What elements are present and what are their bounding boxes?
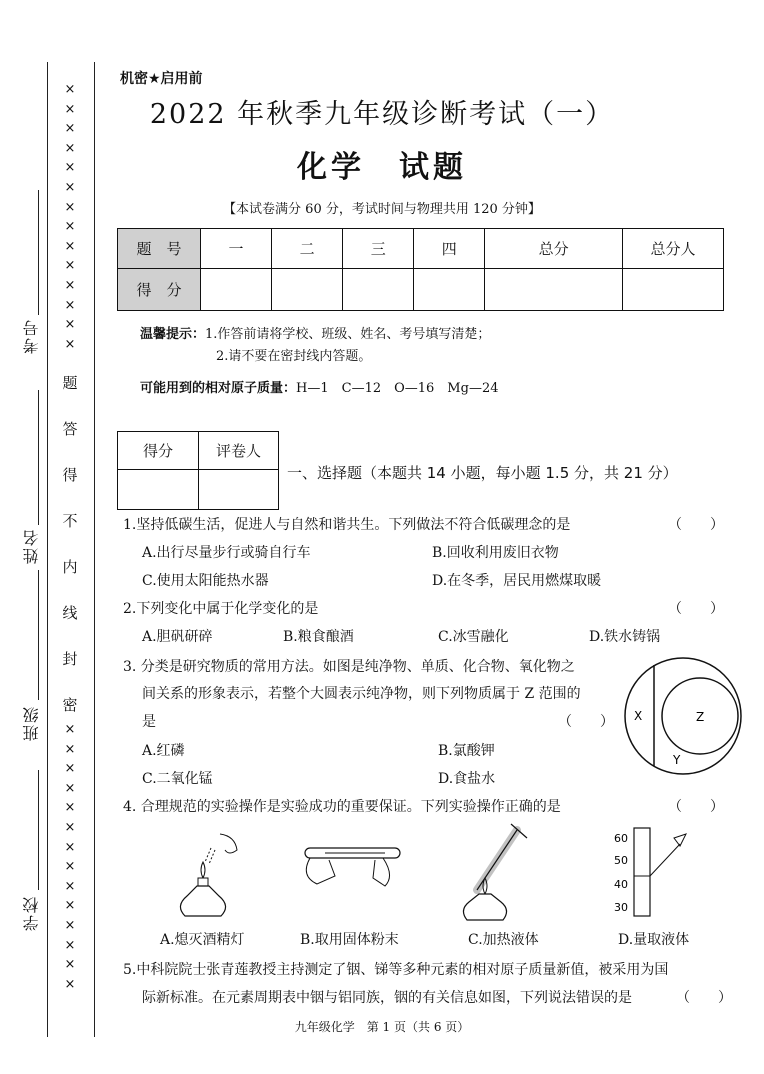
q1-option-a: A.出行尽量步行或骑自行车 [142,545,311,561]
score-table-col: 二 [272,229,343,269]
score-cell[interactable] [343,269,414,311]
q3-option-d: D.食盐水 [438,771,496,787]
page-footer: 九年级化学 第 1 页（共 6 页） [294,1020,470,1034]
q3-stem-line2: 间关系的形象表示，若整个大圆表示纯净物，则下列物质属于 Z 范围的 [142,686,581,702]
q1-stem: 1.坚持低碳生活，促进人与自然和谐共生。下列做法不符合低碳理念的是 [123,517,571,533]
grader-score-cell[interactable] [118,470,199,510]
q4-stem: 4. 合理规范的实验操作是实验成功的重要保证。下列实验操作正确的是 [123,799,561,815]
score-table [117,228,724,311]
q4-option-a: A.熄灭酒精灯 [160,932,245,948]
svg-text:Z: Z [696,710,705,724]
score-table-header: 题 号 [118,229,201,269]
svg-text:30: 30 [614,901,628,914]
q3-stem-line3: 是 [142,714,156,730]
powder-sampling-figure [295,826,410,926]
score-cell[interactable] [201,269,272,311]
q5-stem-line2: 际新标准。在元素周期表中铟与铝同族，铟的有关信息如图，下列说法错误的是 [142,990,632,1006]
q4-option-c: C.加热液体 [468,932,539,948]
score-row-label: 得 分 [118,269,201,311]
score-table-col: 总分 [485,229,623,269]
q3-option-b: B.氯酸钾 [438,743,495,759]
svg-text:50: 50 [614,854,628,867]
grader-table [117,431,279,510]
q3-option-a: A.红磷 [142,743,185,759]
side-label-name: 姓名 [22,528,41,564]
score-cell[interactable] [272,269,343,311]
tips: 温馨提示：1.作答前请将学校、班级、姓名、考号填写清楚； [140,327,491,342]
score-table-col: 总分人 [623,229,724,269]
q4-option-b: B.取用固体粉末 [300,932,399,948]
exam-notice: 【本试卷满分 60 分，考试时间与物理共用 120 分钟】 [223,202,541,217]
q2-option-d: D.铁水铸锅 [589,629,661,645]
atomic-mass: 可能用到的相对原子质量：H—1 C—12 O—16 Mg—24 [140,381,499,396]
score-table-col: 三 [343,229,414,269]
svg-text:60: 60 [614,832,628,845]
q1-option-b: B.回收利用废旧衣物 [432,545,559,561]
grader-label: 评卷人 [199,432,279,470]
x-marks-bottom: × × × × × × × × × × × × × × [64,722,76,992]
score-table-col: 一 [201,229,272,269]
q5-stem-line1: 5.中科院院士张青莲教授主持测定了铟、锑等多种元素的相对原子质量新值，被采用为国 [123,962,669,978]
subject-title: 化学 试题 [297,150,467,185]
heating-liquid-figure [455,820,540,926]
q4-option-d: D.量取液体 [618,932,690,948]
q3-stem-line1: 3. 分类是研究物质的常用方法。如图是纯净物、单质、化合物、氧化物之 [123,659,575,675]
answer-bracket[interactable]: （ ） [676,990,732,1006]
confidential-label: 机密★启用前 [120,71,203,87]
q2-option-c: C.冰雪融化 [438,629,509,645]
svg-text:40: 40 [614,878,628,891]
side-label-school: 学校 [22,895,41,931]
section-heading: 一、选择题（本题共 14 小题，每小题 1.5 分，共 21 分） [287,464,678,482]
svg-text:X: X [634,709,643,723]
q3-option-c: C.二氧化锰 [142,771,213,787]
class-blank [38,570,39,700]
seal-text: 题 答 得 不 内 线 封 密 [62,374,78,714]
answer-bracket[interactable]: （ ） [668,799,724,815]
grader-name-cell[interactable] [199,470,279,510]
side-label-exam-no: 考号 [22,318,41,354]
school-blank [38,770,39,890]
q2-stem: 2.下列变化中属于化学变化的是 [123,601,319,617]
answer-bracket[interactable]: （ ） [668,517,724,533]
page-title: 2022 年秋季九年级诊断考试（一） [149,99,615,130]
q1-option-d: D.在冬季，居民用燃煤取暖 [432,573,602,589]
graduated-cylinder-figure [610,824,690,919]
alcohol-lamp-blowing-figure [165,826,250,926]
classification-diagram [618,656,748,776]
svg-text:Y: Y [673,753,681,767]
x-marks-top: × × × × × × × × × × × × × × [64,82,76,352]
side-label-class: 班级 [22,705,41,741]
score-cell[interactable] [623,269,724,311]
name-blank [38,390,39,525]
answer-bracket[interactable]: （ ） [558,714,614,730]
answer-bracket[interactable]: （ ） [668,601,724,617]
score-cell[interactable] [485,269,623,311]
score-table-col: 四 [414,229,485,269]
grader-score-label: 得分 [118,432,199,470]
q1-option-c: C.使用太阳能热水器 [142,573,269,589]
tips-line2: 2.请不要在密封线内答题。 [216,349,372,364]
score-cell[interactable] [414,269,485,311]
q2-option-b: B.粮食酿酒 [283,629,354,645]
q2-option-a: A.胆矾研碎 [142,629,213,645]
